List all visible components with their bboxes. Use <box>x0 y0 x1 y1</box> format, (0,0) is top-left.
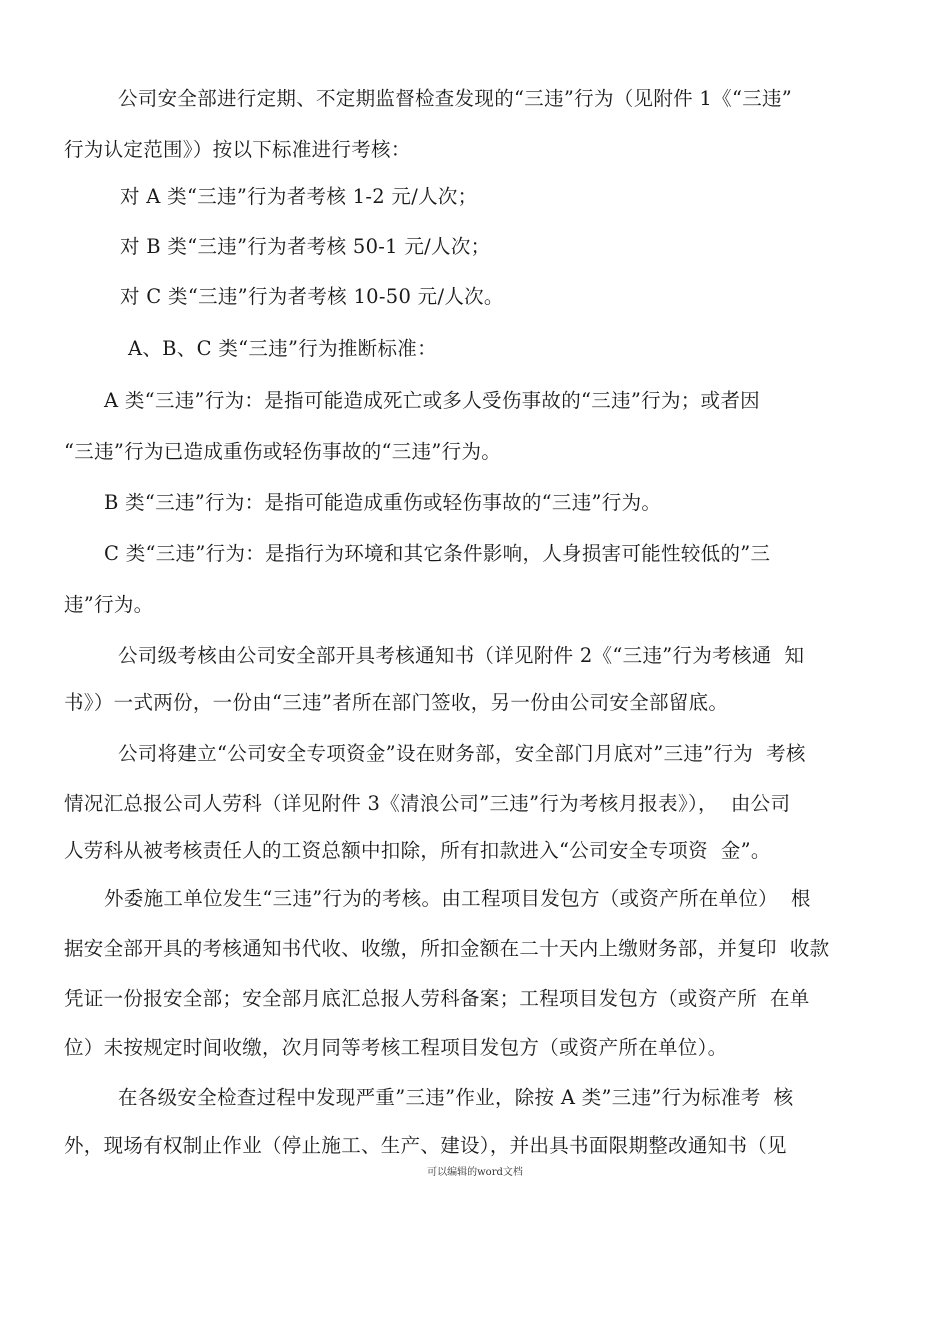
text-line-11: 违”行为。 <box>64 593 154 616</box>
text-line-12: 公司级考核由公司安全部开具考核通知书（详见附件 2《“三违”行为考核通 知 <box>118 644 805 667</box>
text-line-10: C 类“三违”行为：是指行为环境和其它条件影响，人身损害可能性较低的”三 <box>104 542 771 565</box>
text-line-13: 书》）一式两份，一份由“三违”者所在部门签收，另一份由公司安全部留底。 <box>64 691 729 714</box>
text-line-7: A 类“三违”行为：是指可能造成死亡或多人受伤事故的“三违”行为；或者因 <box>104 389 760 412</box>
text-line-4: 对 B 类“三违”行为者考核 50-1 元/人次； <box>120 235 491 258</box>
text-line-5: 对 C 类“三违”行为者考核 10-50 元/人次。 <box>120 285 504 308</box>
text-line-1: 公司安全部进行定期、不定期监督检查发现的“三违”行为（见附件 1《“三违” <box>118 87 793 110</box>
text-line-16: 人劳科从被考核责任人的工资总额中扣除，所有扣款进入“公司安全专项资 金”。 <box>64 839 771 862</box>
text-line-2: 行为认定范围》）按以下标准进行考核： <box>64 138 411 161</box>
text-line-9: B 类“三违”行为：是指可能造成重伤或轻伤事故的“三违”行为。 <box>104 491 662 514</box>
text-line-17: 外委施工单位发生“三违”行为的考核。由工程项目发包方（或资产所在单位） 根 <box>104 887 811 910</box>
text-line-18: 据安全部开具的考核通知书代收、收缴，所扣金额在二十天内上缴财务部，并复印 收款 <box>64 937 830 960</box>
text-line-20: 位）未按规定时间收缴，次月同等考核工程项目发包方（或资产所在单位）。 <box>64 1036 728 1059</box>
text-line-6: A、B、C 类“三违”行为推断标准： <box>128 337 437 360</box>
text-line-14: 公司将建立“公司安全专项资金”设在财务部，安全部门月底对”三违”行为 考核 <box>118 742 806 765</box>
page-footer: 可以编辑的word文档 <box>427 1167 523 1178</box>
text-line-21: 在各级安全检查过程中发现严重”三违”作业，除按 A 类”三违”行为标准考 核 <box>118 1086 794 1109</box>
text-line-3: 对 A 类“三违”行为者考核 1-2 元/人次； <box>120 185 478 208</box>
text-line-8: “三违”行为已造成重伤或轻伤事故的“三违”行为。 <box>64 440 502 463</box>
text-line-15: 情况汇总报公司人劳科（详见附件 3《清浪公司”三违”行为考核月报表》）， 由公司 <box>64 792 791 815</box>
text-line-19: 凭证一份报安全部；安全部月底汇总报人劳科备案；工程项目发包方（或资产所 在单 <box>64 987 810 1010</box>
text-line-22: 外，现场有权制止作业（停止施工、生产、建设），并出具书面限期整改通知书（见 <box>64 1134 787 1157</box>
